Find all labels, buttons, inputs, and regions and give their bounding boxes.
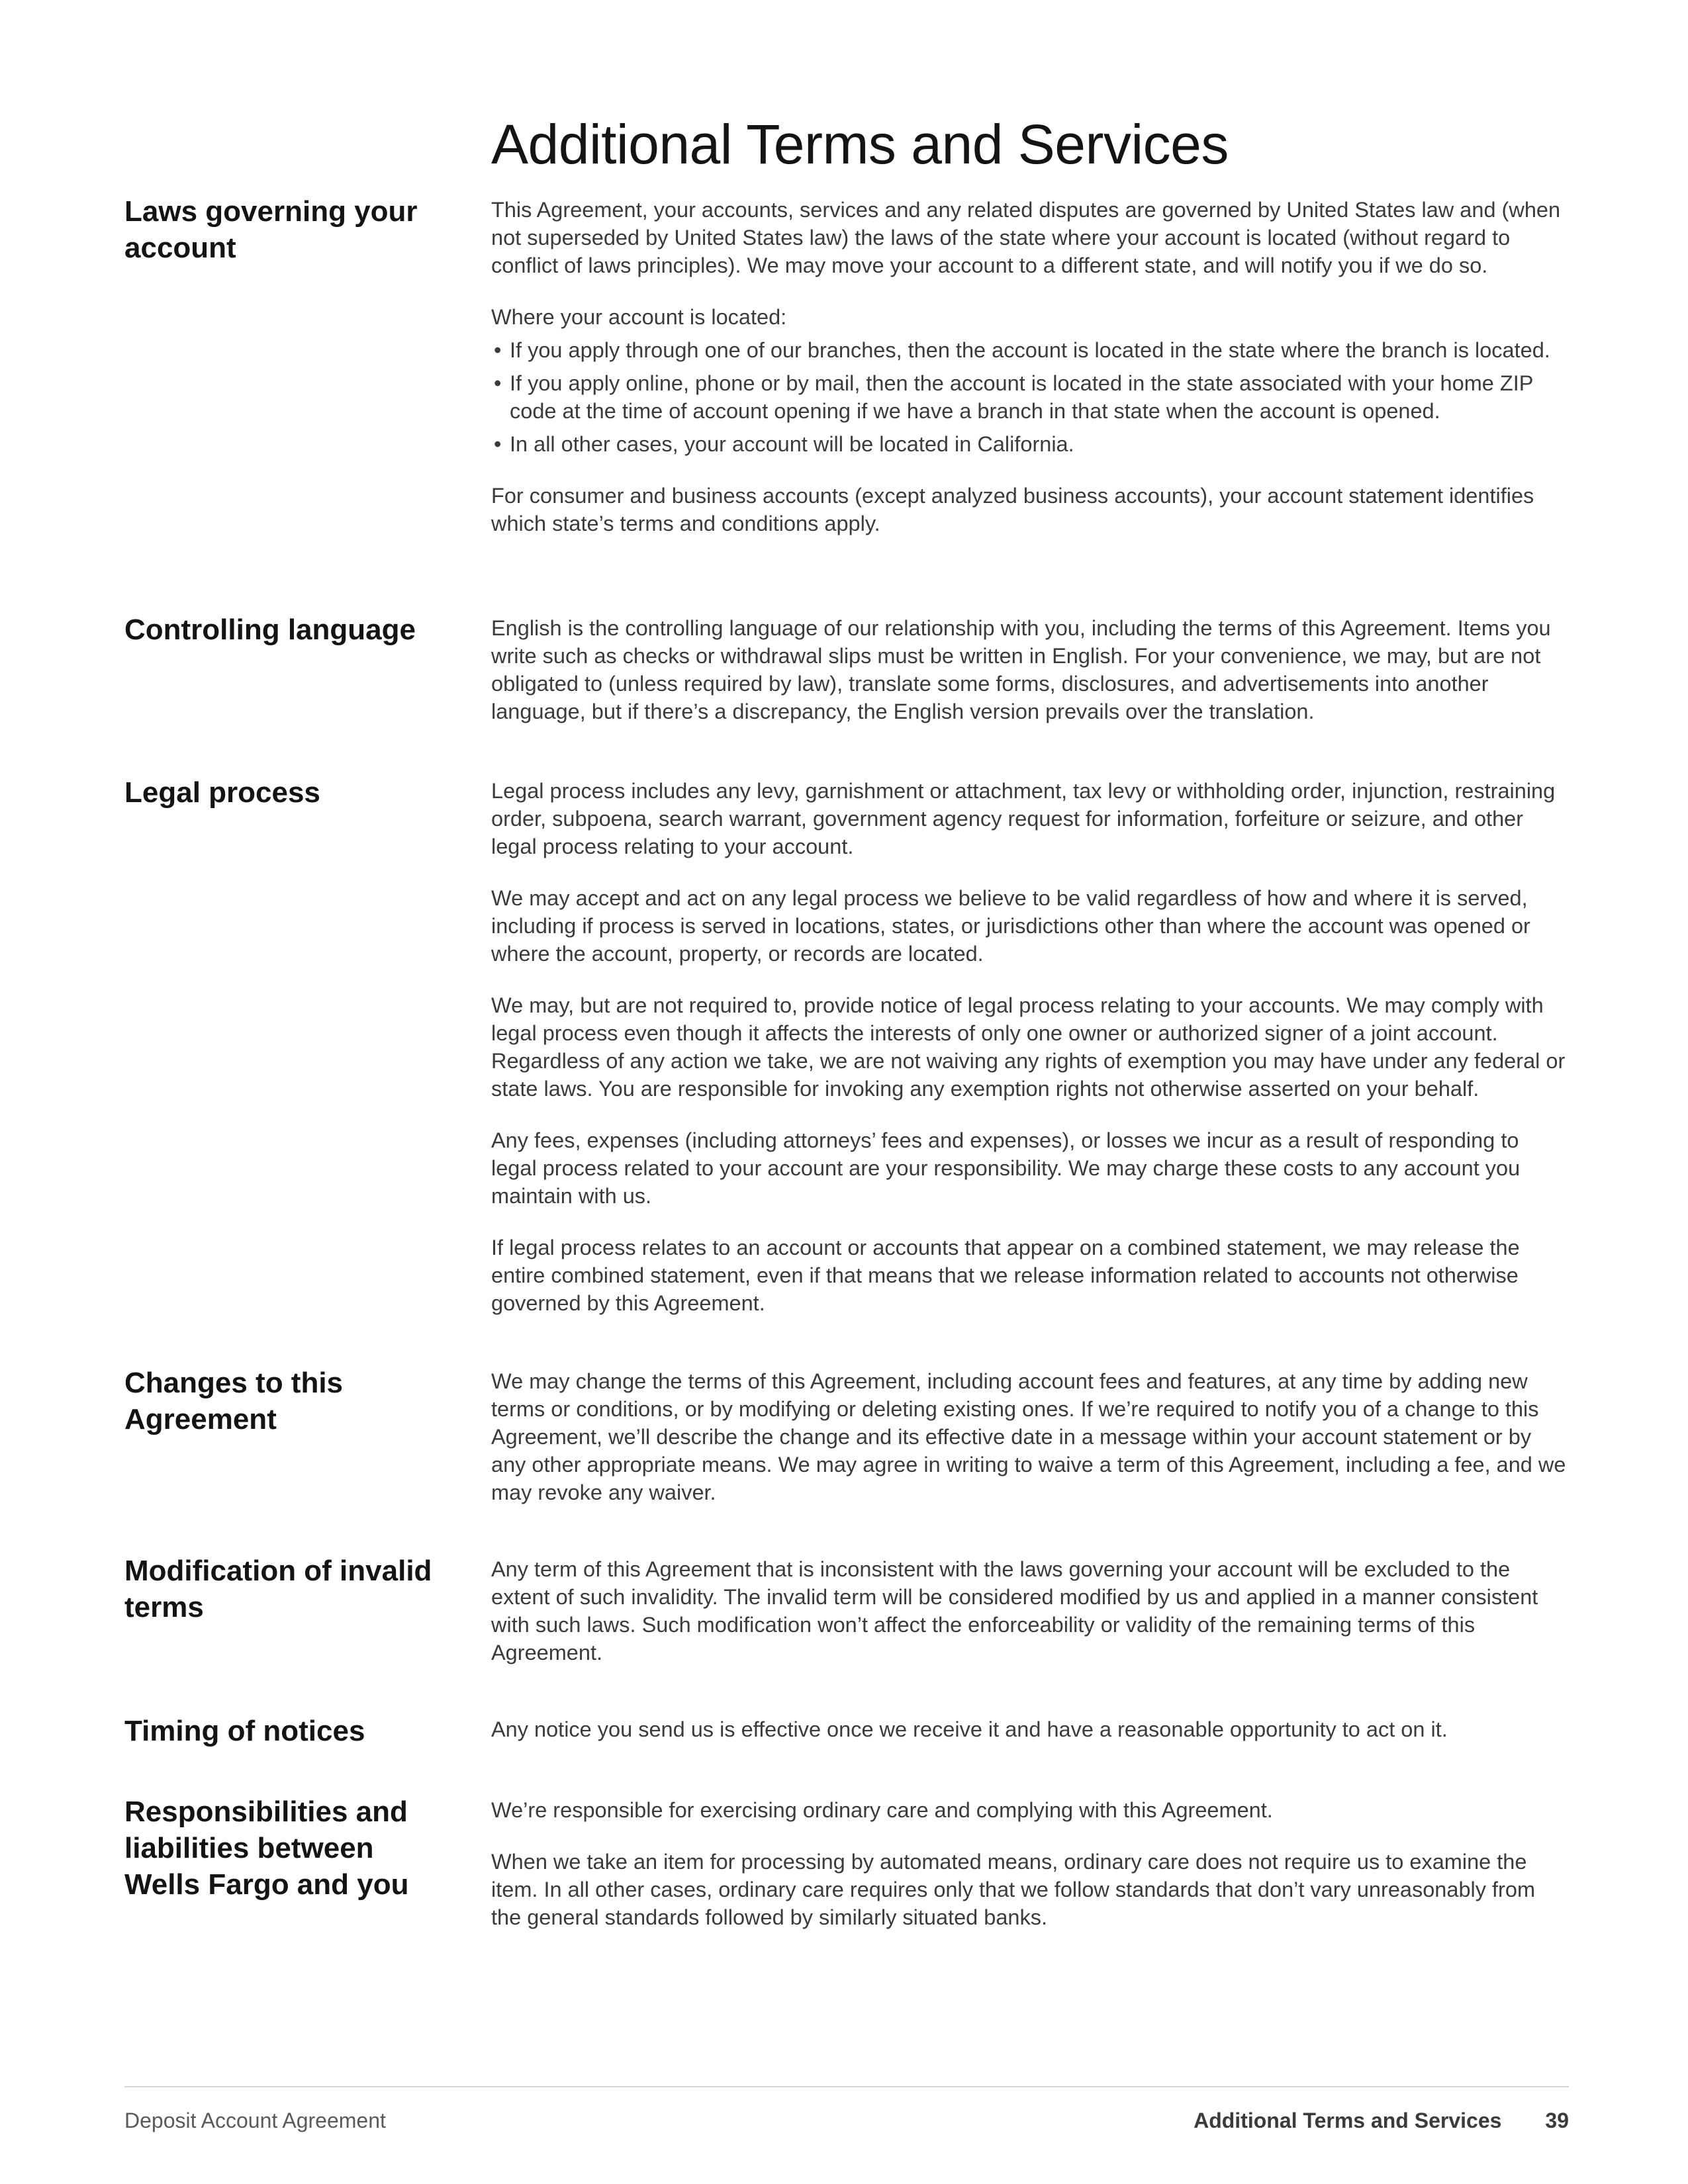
footer-document-name: Deposit Account Agreement (124, 2109, 386, 2132)
paragraph: We may, but are not required to, provide notice of legal process relating to your accounts. We may comply with legal process even though it affects the interests of only one owner or authorized signer of a joint account. Regardless of any action we take, we are not waiving any rights of exemption you may have under any federal or state laws. You are responsible for invoking any exemption rights not otherwise asserted on your behalf. (491, 993, 1566, 1101)
paragraph: Any notice you send us is effective once we receive it and have a reasonable opportunity to act on it. (491, 1717, 1448, 1741)
paragraph: English is the controlling language of our relationship with you, including the terms of this Agreement. Items you write such as checks or withdrawal slips must be written in English. For your convenience, we may, but are not obligated to (unless required by law), translate some forms, disclosures, and advertisements into another language, but if there’s a discrepancy, the English version prevails over the translation. (491, 616, 1551, 723)
footer-right (1194, 2107, 1569, 2134)
section-body (491, 1715, 1569, 1743)
section-heading: Laws governing your account (124, 195, 418, 264)
paragraph: We’re responsible for exercising ordinary care and complying with this Agreement. (491, 1798, 1273, 1822)
bullet-icon: • (494, 371, 502, 395)
paragraph: Where your account is located: (491, 305, 787, 329)
section-body (491, 1796, 1569, 1931)
paragraph: Legal process includes any levy, garnishment or attachment, tax levy or withholding order, injunction, restraining order, subpoena, search warrant, government agency request for information, forfeiture or seizure, and other legal process relating to your account. (491, 779, 1556, 858)
section-body (491, 1555, 1569, 1666)
footer-section-name: Additional Terms and Services (1194, 2109, 1502, 2132)
page-number: 39 (1545, 2109, 1569, 2132)
page-title: Additional Terms and Services (491, 113, 1229, 175)
bullet-icon: • (494, 432, 502, 456)
section-body (491, 777, 1569, 1317)
paragraph: We may accept and act on any legal process we believe to be valid regardless of how and where it is served, including if process is served in locations, states, or jurisdictions other than where the account was opened or where the account, property, or records are located. (491, 886, 1530, 966)
bullet-list (491, 336, 1569, 458)
section-body (491, 196, 1569, 537)
section-heading: Changes to this Agreement (124, 1367, 344, 1435)
bullet-icon: • (494, 338, 502, 362)
paragraph: Any fees, expenses (including attorneys’ fees and expenses), or losses we incur as a result of responding to legal process related to your account are your responsibility. We may charge these costs to any account you maintain with us. (491, 1128, 1521, 1208)
footer-divider (124, 2086, 1569, 2087)
paragraph: When we take an item for processing by automated means, ordinary care does not require us to examine the item. In all other cases, ordinary care requires only that we follow standards that don’t vary unreasonably from the general standards followed by similarly situated banks. (491, 1850, 1536, 1929)
paragraph: This Agreement, your accounts, services and any related disputes are governed by United States law and (when not superseded by United States law) the laws of the state where your account is located (without regard to conflict of laws principles). We may move your account to a different state, and will notify you if we do so. (491, 198, 1561, 277)
section-body (491, 614, 1569, 725)
section-heading: Controlling language (124, 614, 416, 646)
paragraph: Any term of this Agreement that is inconsistent with the laws governing your account will be excluded to the extent of such invalidity. The invalid term will be considered modified by us and applied in a manner consistent with such laws. Such modification won’t affect the enforceability or validity of the remaining terms of this Agreement. (491, 1557, 1538, 1664)
section-heading: Legal process (124, 776, 320, 809)
section-heading: Responsibilities and liabilities between Wells Fargo and you (124, 1796, 409, 1901)
paragraph: For consumer and business accounts (except analyzed business accounts), your account statement identifies which state’s terms and conditions apply. (491, 484, 1534, 535)
list-item: • If you apply through one of our branches, then the account is located in the state where the branch is located. (491, 336, 1569, 364)
section-heading: Modification of invalid terms (124, 1555, 432, 1623)
list-item: • In all other cases, your account will be located in California. (491, 430, 1569, 458)
paragraph: If legal process relates to an account or accounts that appear on a combined statement, we may release the entire combined statement, even if that means that we release information related to accounts not otherwise governed by this Agreement. (491, 1236, 1520, 1315)
section-body (491, 1367, 1569, 1506)
paragraph: We may change the terms of this Agreement, including account fees and features, at any time by adding new terms or conditions, or by modifying or deleting existing ones. If we’re required to notify you of a change to this Agreement, we’ll describe the change and its effective date in a message within your account statement or by any other appropriate means. We may agree in writing to waive a term of this Agreement, including a fee, and we may revoke any waiver. (491, 1369, 1566, 1504)
section-heading: Timing of notices (124, 1715, 365, 1747)
list-item: • If you apply online, phone or by mail, then the account is located in the state associated with your home ZIP code at the time of account opening if we have a branch in that state when the account is opened. (491, 369, 1569, 425)
